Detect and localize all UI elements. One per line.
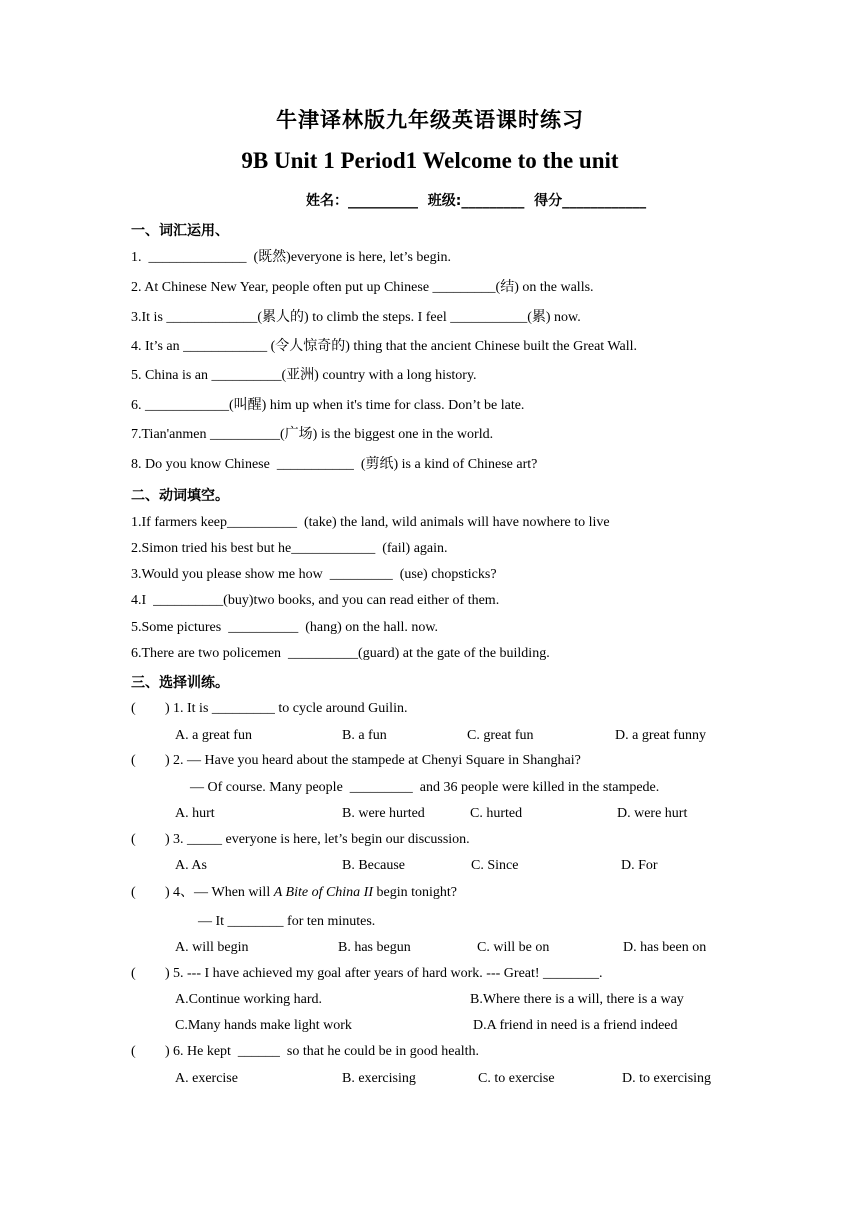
vocab-item-8: 8. Do you know Chinese ___________ (剪纸) is a kind of Chinese art?: [131, 457, 538, 472]
q3-option-c: C. Since: [471, 858, 519, 873]
vocab-item-6: 6. ____________(叫醒) him up when it's time for class. Don’t be late.: [131, 398, 525, 413]
answer-paren-open: (: [131, 1044, 136, 1059]
answer-paren-close: ): [165, 701, 170, 716]
q2-option-a: A. hurt: [175, 806, 215, 821]
program-title: A Bite of China II: [273, 885, 374, 900]
title-chinese: 牛津译林版九年级英语课时练习: [276, 108, 584, 132]
answer-paren-close: ): [165, 753, 170, 768]
verb-item-6: 6.There are two policemen __________(guard) at the gate of the building.: [131, 646, 550, 661]
q3-option-a: A. As: [175, 858, 207, 873]
title-english: 9B Unit 1 Period1 Welcome to the unit: [241, 148, 619, 173]
question-text: [173, 884, 457, 902]
q4-option-c: C. will be on: [477, 940, 550, 955]
vocab-item-5: 5. China is an __________(亚洲) country with a long history.: [131, 368, 477, 383]
question-text: 1. It is _________ to cycle around Guilin.: [173, 701, 408, 716]
q4-response-text: — It ________ for ten minutes.: [198, 914, 376, 929]
answer-paren-close: ): [165, 966, 170, 981]
question-text: 6. He kept ______ so that he could be in good health.: [173, 1044, 479, 1059]
question-text-start: 4、— When will: [173, 885, 274, 900]
q6-option-c: C. to exercise: [478, 1071, 555, 1086]
verb-item-3: 3.Would you please show me how _________ (use) chopsticks?: [131, 567, 497, 582]
q6-option-b: B. exercising: [342, 1071, 416, 1086]
question-text: 5. --- I have achieved my goal after years of hard work. --- Great! ________.: [173, 966, 603, 981]
question-text: 2. — Have you heard about the stampede at Chenyi Square in Shanghai?: [173, 753, 581, 768]
vocab-item-2: 2. At Chinese New Year, people often put up Chinese _________(结) on the walls.: [131, 280, 594, 295]
q4-option-b: B. has begun: [338, 940, 411, 955]
q3-option-d: D. For: [621, 858, 658, 873]
section-1-title: 一、词汇运用、: [131, 223, 229, 239]
q3-option-b: B. Because: [342, 858, 405, 873]
vocab-item-1: 1. ______________ (既然)everyone is here, let’s begin.: [131, 250, 451, 265]
q4-option-d: D. has been on: [623, 940, 707, 955]
verb-item-2: 2.Simon tried his best but he____________ (fail) again.: [131, 541, 448, 556]
q5-option-a: A.Continue working hard.: [175, 992, 322, 1007]
question-text-end: begin tonight?: [373, 885, 458, 900]
q2-response-text: — Of course. Many people _________ and 36 people were killed in the stampede.: [190, 780, 660, 795]
q6-option-d: D. to exercising: [622, 1071, 712, 1086]
q2-option-c: C. hurted: [470, 806, 523, 821]
answer-paren-open: (: [131, 966, 136, 981]
answer-paren-open: (: [131, 701, 136, 716]
q5-option-c: C.Many hands make light work: [175, 1018, 352, 1033]
question-text: 3. _____ everyone is here, let’s begin our discussion.: [173, 832, 470, 847]
section-2-title: 二、动词填空。: [131, 488, 229, 504]
student-info-line: 姓名：__________ 班级:_________ 得分____________: [306, 193, 647, 209]
q2-option-d: D. were hurt: [617, 806, 688, 821]
q1-option-a: A. a great fun: [175, 728, 252, 743]
q1-option-b: B. a fun: [342, 728, 387, 743]
verb-item-4: 4.I __________(buy)two books, and you can read either of them.: [131, 593, 500, 608]
answer-paren-open: (: [131, 753, 136, 768]
answer-paren-open: (: [131, 885, 136, 900]
q1-option-d: D. a great funny: [615, 728, 706, 743]
answer-paren-open: (: [131, 832, 136, 847]
vocab-item-4: 4. It’s an ____________ (令人惊奇的) thing that the ancient Chinese built the Great Wall.: [131, 339, 638, 354]
q5-option-d: D.A friend in need is a friend indeed: [473, 1018, 678, 1033]
vocab-item-7: 7.Tian'anmen __________(广场) is the biggest one in the world.: [131, 427, 494, 442]
answer-paren-close: ): [165, 1044, 170, 1059]
verb-item-5: 5.Some pictures __________ (hang) on the hall. now.: [131, 620, 439, 635]
vocab-item-3: 3.It is _____________(累人的) to climb the steps. I feel ___________(累) now.: [131, 310, 581, 325]
answer-paren-close: ): [165, 885, 170, 900]
q2-option-b: B. were hurted: [342, 806, 425, 821]
section-3-title: 三、选择训练。: [131, 675, 229, 691]
answer-paren-close: ): [165, 832, 170, 847]
q5-option-b: B.Where there is a will, there is a way: [470, 992, 684, 1007]
verb-item-1: 1.If farmers keep__________ (take) the land, wild animals will have nowhere to live: [131, 515, 610, 530]
q6-option-a: A. exercise: [175, 1071, 238, 1086]
q1-option-c: C. great fun: [467, 728, 534, 743]
q4-option-a: A. will begin: [175, 940, 249, 955]
